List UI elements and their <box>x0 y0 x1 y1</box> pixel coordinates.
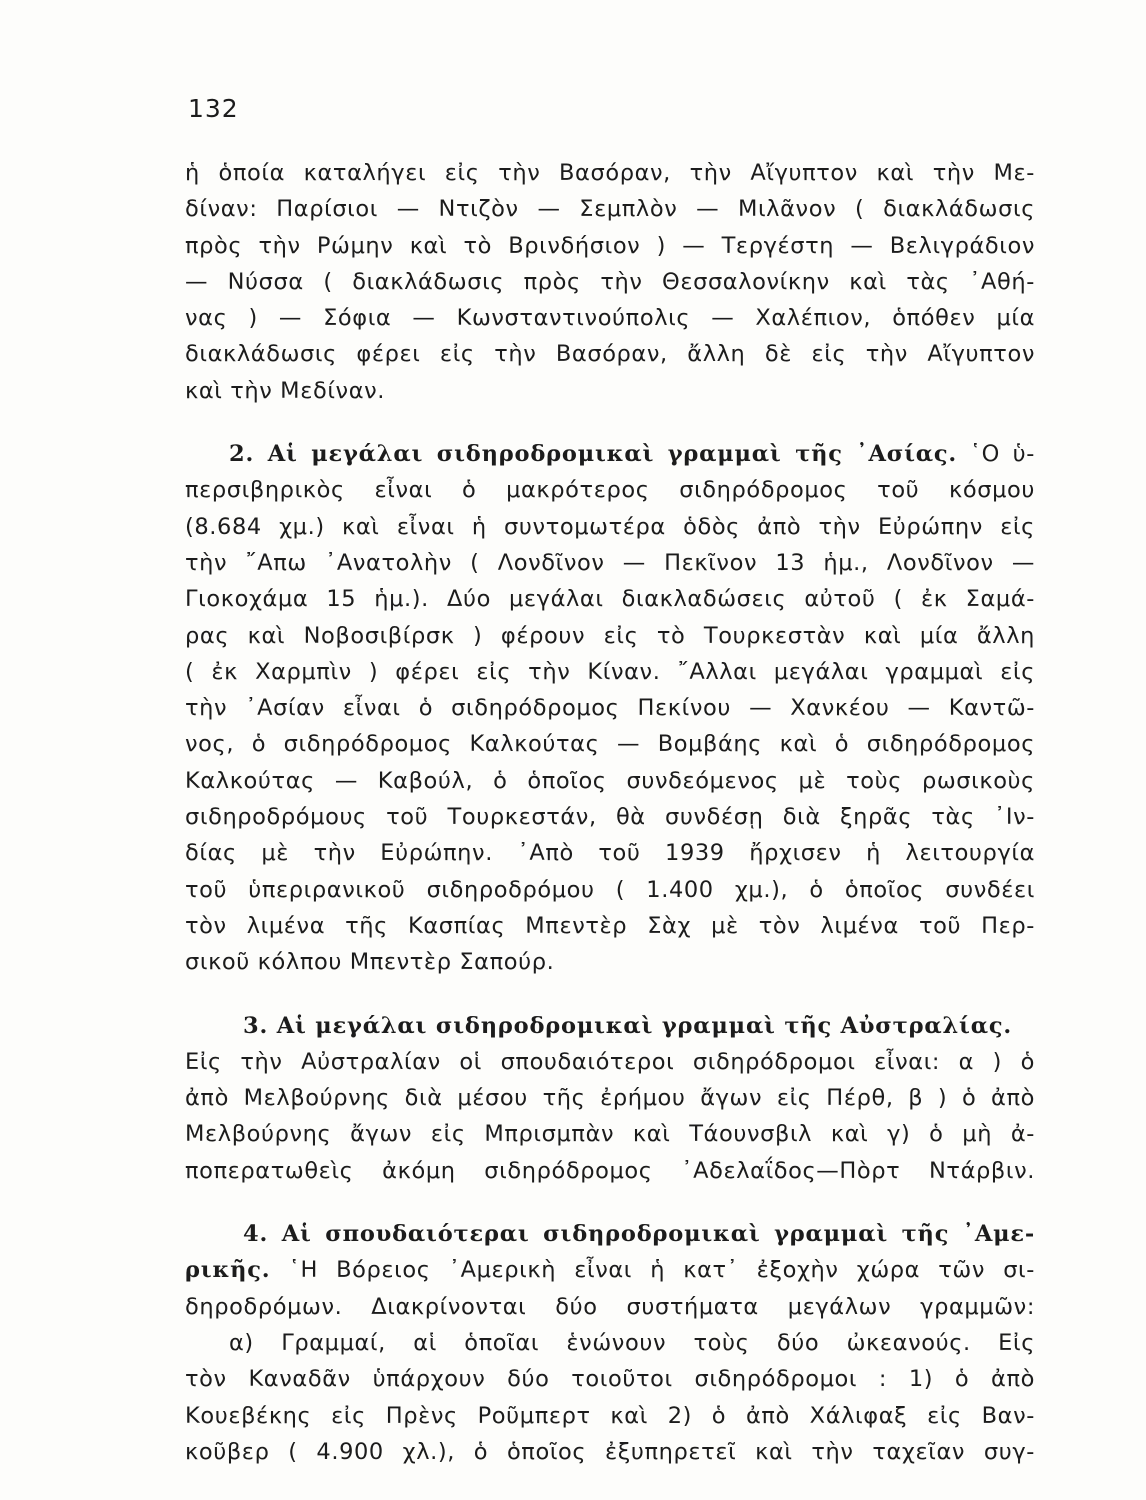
text-line: νος, ὁ σιδηρόδρομος Καλκούτας — Βομβάης καὶ ὁ σιδηρόδρομος <box>185 731 1035 758</box>
text-line: τὸν λιμένα τῆς Κασπίας Μπεντὲρ Σὰχ μὲ τὸν λιμένα τοῦ Περ- <box>185 912 1035 939</box>
text-line: τοῦ ὑπεριρανικοῦ σιδηροδρόμου ( 1.400 χμ.), ὁ ὁποῖος συνδέει <box>185 876 1035 903</box>
text-line: Γιοκοχάμα 15 ἡμ.). Δύο μεγάλαι διακλαδώσεις αὐτοῦ ( ἐκ Σαμά- <box>185 586 1035 613</box>
section-heading-line <box>185 1252 1035 1288</box>
section-heading: 3. Αἱ μεγάλαι σιδηροδρομικαὶ γραμμαὶ τῆς Αὐστραλίας. <box>243 1012 1012 1039</box>
text-line: Μελβούρνης ἄγων εἰς Μπρισμπὰν καὶ Τάουνσβιλ καὶ γ) ὁ μὴ ἀ- <box>185 1121 1035 1148</box>
paragraph-europe-continuation <box>185 155 1035 409</box>
text-line: νας ) — Σόφια — Κωνσταντινούπολις — Χαλέπιον, ὁπόθεν μία <box>185 305 1035 332</box>
text-line: ( ἐκ Χαρμπὶν ) φέρει εἰς τὴν Κίναν. ῎Αλλαι μεγάλαι γραμμαὶ εἰς <box>185 658 1035 685</box>
section-heading: 4. Αἱ σπουδαιότεραι σιδηροδρομικαὶ γραμμαὶ τῆς ᾿Αμε- <box>243 1221 1035 1248</box>
text-line: α) Γραμμαί, αἱ ὁποῖαι ἑνώνουν τοὺς δύο ὠκεανούς. Εἰς <box>229 1329 1035 1356</box>
section-heading-line <box>185 436 1035 472</box>
text-line: — Νύσσα ( διακλάδωσις πρὸς τὴν Θεσσαλονίκην καὶ τὰς ᾿Αθή- <box>185 268 1035 295</box>
text-fragment: ῾Ο ὑ- <box>957 441 1035 468</box>
text-fragment: ῾Η Βόρειος ᾿Αμερικὴ εἶναι ἡ κατ᾿ ἐξοχὴν χώρα τῶν σι- <box>270 1257 1035 1284</box>
text-line: Εἰς τὴν Αὐστραλίαν οἱ σπουδαιότεροι σιδηρόδρομοι εἶναι: α ) ὁ <box>185 1048 1035 1075</box>
section-australia-railways <box>185 1008 1035 1189</box>
text-line: τὴν ᾿Ασίαν εἶναι ὁ σιδηρόδρομος Πεκίνου — Χανκέου — Καντῶ- <box>185 695 1035 722</box>
text-line: ρας καὶ Νοβοσιβίρσκ ) φέρουν εἰς τὸ Τουρκεστὰν καὶ μία ἄλλη <box>185 622 1035 649</box>
text-line: πρὸς τὴν Ρώμην καὶ τὸ Βρινδήσιον ) — Τεργέστη — Βελιγράδιον <box>185 232 1035 259</box>
text-line: τὴν ῎Απω ᾿Ανατολὴν ( Λονδῖνον — Πεκῖνον 13 ἡμ., Λονδῖνον — <box>185 549 1035 576</box>
page-number: 132 <box>188 94 239 123</box>
text-line: σικοῦ κόλπου Μπεντὲρ Σαπούρ. <box>185 949 555 976</box>
page-body <box>185 155 1035 1470</box>
text-line: Καλκούτας — Καβούλ, ὁ ὁποῖος συνδεόμενος μὲ τοὺς ρωσικοὺς <box>185 767 1035 794</box>
text-line: περσιβηρικὸς εἶναι ὁ μακρότερος σιδηρόδρομος τοῦ κόσμου <box>185 477 1035 504</box>
text-line: τὸν Καναδᾶν ὑπάρχουν δύο τοιοῦτοι σιδηρόδρομοι : 1) ὁ ἀπὸ <box>185 1366 1035 1393</box>
text-line: κοῦβερ ( 4.900 χλ.), ὁ ὁποῖος ἐξυπηρετεῖ καὶ τὴν ταχεῖαν συγ- <box>185 1438 1035 1465</box>
text-line: ἡ ὁποία καταλήγει εἰς τὴν Βασόραν, τὴν Αἴγυπτον καὶ τὴν Με- <box>185 160 1035 186</box>
text-line: ποπερατωθεὶς ἀκόμη σιδηρόδρομος ᾿Αδελαΐδος—Πὸρτ Ντάρβιν. <box>185 1157 1035 1184</box>
section-heading-line <box>185 1216 1035 1252</box>
text-line: διακλάδωσις φέρει εἰς τὴν Βασόραν, ἄλλη δὲ εἰς τὴν Αἴγυπτον <box>185 341 1035 368</box>
text-line: (8.684 χμ.) καὶ εἶναι ἡ συντομωτέρα ὁδὸς ἀπὸ τὴν Εὐρώπην εἰς <box>185 513 1035 540</box>
text-line: δίναν: Παρίσιοι — Ντιζὸν — Σεμπλὸν — Μιλᾶνον ( διακλάδωσις <box>185 196 1035 223</box>
text-line: καὶ τὴν Μεδίναν. <box>185 377 386 404</box>
text-line: δηροδρόμων. Διακρίνονται δύο συστήματα μεγάλων γραμμῶν: <box>185 1293 1035 1320</box>
section-heading-line <box>185 1008 1035 1044</box>
section-heading-continued: ρικῆς. <box>185 1257 271 1284</box>
text-line: ἀπὸ Μελβούρνης διὰ μέσου τῆς ἐρήμου ἄγων εἰς Πέρθ, β ) ὁ ἀπὸ <box>185 1085 1035 1112</box>
text-line: σιδηροδρόμους τοῦ Τουρκεστάν, θὰ συνδέσῃ διὰ ξηρᾶς τὰς ᾿Ιν- <box>185 804 1035 831</box>
text-line: Κουεβέκης εἰς Πρὲνς Ροῦμπερτ καὶ 2) ὁ ἀπὸ Χάλιφαξ εἰς Βαν- <box>185 1402 1035 1429</box>
text-line: δίας μὲ τὴν Εὐρώπην. ᾿Απὸ τοῦ 1939 ἤρχισεν ἡ λειτουργία <box>185 840 1035 867</box>
section-america-railways <box>185 1216 1035 1470</box>
section-asia-railways <box>185 436 1035 980</box>
section-heading: 2. Αἱ μεγάλαι σιδηροδρομικαὶ γραμμαὶ τῆς ᾿Ασίας. <box>229 441 958 468</box>
